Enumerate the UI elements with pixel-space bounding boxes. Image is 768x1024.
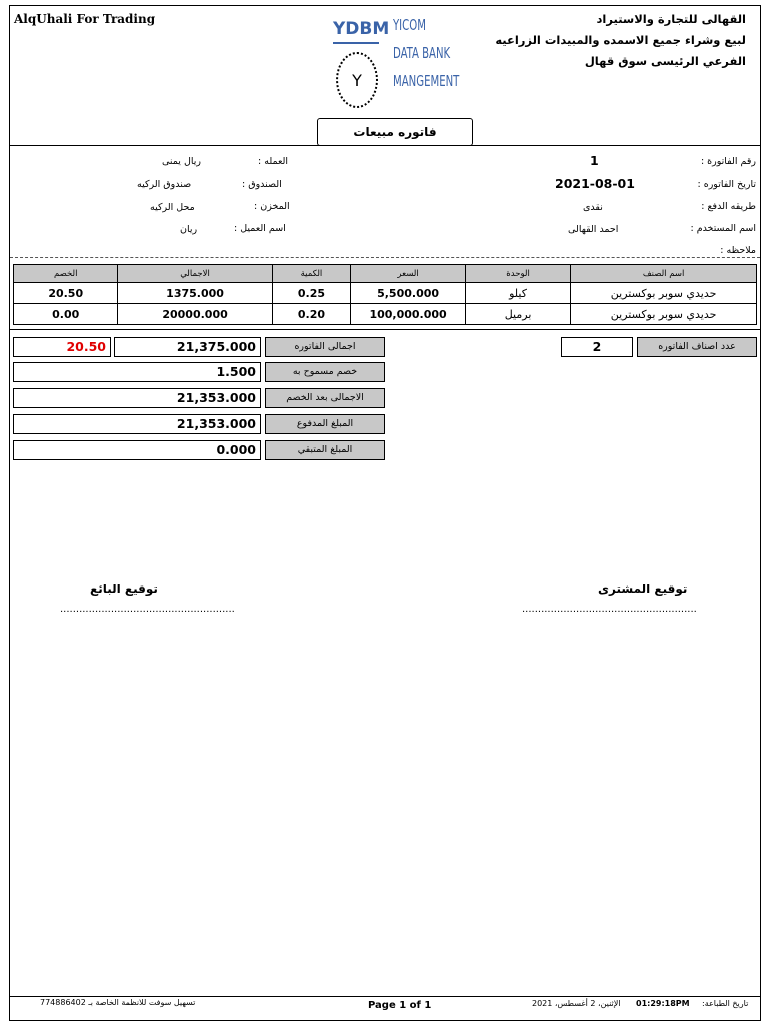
customer: ريان xyxy=(180,224,198,235)
after-discount-value: 21,353.000 xyxy=(13,388,261,408)
cell-quantity: 0.20 xyxy=(272,304,351,325)
user-name-label: اسم المستخدم : xyxy=(690,223,756,234)
cell-unit: كيلو xyxy=(465,283,570,304)
page-number: Page 1 of 1 xyxy=(368,1000,432,1011)
allowed-discount-label: خصم مسموح به xyxy=(265,362,385,382)
cell-total: 1375.000 xyxy=(118,283,272,304)
invoice-date-label: تاريخ الفاتوره : xyxy=(697,179,756,190)
paid-amount-label: المبلغ المدفوع xyxy=(265,414,385,434)
remaining-amount-value: 0.000 xyxy=(13,440,261,460)
header-discount: الخصم xyxy=(14,265,118,283)
payment-method-label: طريقه الدفع : xyxy=(701,201,756,212)
remaining-amount-label: المبلغ المتبقي xyxy=(265,440,385,460)
cell-price: 5,500.000 xyxy=(351,283,466,304)
currency: ريال يمنى xyxy=(162,156,201,167)
table-divider xyxy=(10,329,760,330)
store-label: المخزن : xyxy=(254,201,290,212)
logo-line-3: MANGEMENT xyxy=(393,72,460,90)
invoice-date: 2021-08-01 xyxy=(555,176,635,191)
header-quantity: الكمية xyxy=(272,265,351,283)
cell-discount: 20.50 xyxy=(14,283,118,304)
cell-item-name: حديدي سوبر بوكسترين xyxy=(571,304,757,325)
after-discount-label: الاجمالى بعد الخصم xyxy=(265,388,385,408)
note-label: ملاحظه : xyxy=(720,245,756,256)
cashbox: صندوق الركيه xyxy=(137,179,192,190)
print-time: 01:29:18PM xyxy=(636,999,690,1008)
ydbm-logo-text: YDBM xyxy=(333,19,390,39)
seller-signature-label: توقيع البائع xyxy=(90,582,158,596)
header-item-name: اسم الصنف xyxy=(571,265,757,283)
store: محل الركيه xyxy=(150,202,195,213)
logo-seal-icon xyxy=(336,52,378,108)
paid-amount-value: 21,353.000 xyxy=(13,414,261,434)
item-count-value: 2 xyxy=(561,337,633,357)
table-row xyxy=(14,283,757,304)
footer-divider xyxy=(10,996,760,997)
allowed-discount-value: 1.500 xyxy=(13,362,261,382)
cell-discount: 0.00 xyxy=(14,304,118,325)
cell-item-name: حديدي سوبر بوكسترين xyxy=(571,283,757,304)
customer-label: اسم العميل : xyxy=(234,223,286,234)
logo-seal-letter: Y xyxy=(352,70,362,90)
discount-total: 20.50 xyxy=(13,337,111,357)
header-total: الاجمالي xyxy=(118,265,272,283)
invoice-total-value: 21,375.000 xyxy=(114,337,261,357)
buyer-signature-line: ....................................................... xyxy=(522,604,697,615)
invoice-number: 1 xyxy=(590,153,599,168)
print-date: الإثنين، 2 أغسطس، 2021 xyxy=(532,999,621,1008)
user-name: احمد القهالى xyxy=(568,224,619,235)
payment-method: نقدى xyxy=(583,202,603,213)
table-row xyxy=(14,304,757,325)
company-activity-ar: لبيع وشراء جميع الاسمده والمبيدات الزراعيه xyxy=(495,33,746,47)
currency-label: العمله : xyxy=(258,156,289,167)
header-price: السعر xyxy=(351,265,466,283)
logo-line-1: YICOM xyxy=(393,16,426,34)
cell-quantity: 0.25 xyxy=(272,283,351,304)
item-count-label: عدد اصناف الفاتوره xyxy=(637,337,757,357)
header-unit: الوحدة xyxy=(465,265,570,283)
info-divider xyxy=(10,257,760,258)
invoice-page xyxy=(9,5,761,1021)
logo-underline xyxy=(333,42,379,44)
buyer-signature-label: توقيع المشترى xyxy=(598,582,688,596)
company-name-en: AlqUhali For Trading xyxy=(14,12,156,26)
items-table xyxy=(13,264,757,325)
company-branch-ar: الفرعي الرئيسى سوق قهال xyxy=(584,54,746,68)
footer-promo: تسهيل سوفت للانظمة الخاصة بـ 774886402 xyxy=(40,998,196,1007)
cell-total: 20000.000 xyxy=(118,304,272,325)
invoice-title: فاتوره مبيعات xyxy=(317,118,473,146)
cell-unit: برميل xyxy=(465,304,570,325)
seller-signature-line: ....................................................... xyxy=(60,604,235,615)
company-name-ar: القهالى للتجارة والاستيراد xyxy=(596,12,746,26)
cell-price: 100,000.000 xyxy=(351,304,466,325)
invoice-total-label: اجمالى الفاتوره xyxy=(265,337,385,357)
cashbox-label: الصندوق : xyxy=(242,179,282,190)
table-header-row xyxy=(14,265,757,283)
invoice-number-label: رقم الفاتورة : xyxy=(700,156,756,167)
print-date-label: تاريخ الطباعة: xyxy=(702,999,749,1008)
logo-line-2: DATA BANK xyxy=(393,44,451,62)
